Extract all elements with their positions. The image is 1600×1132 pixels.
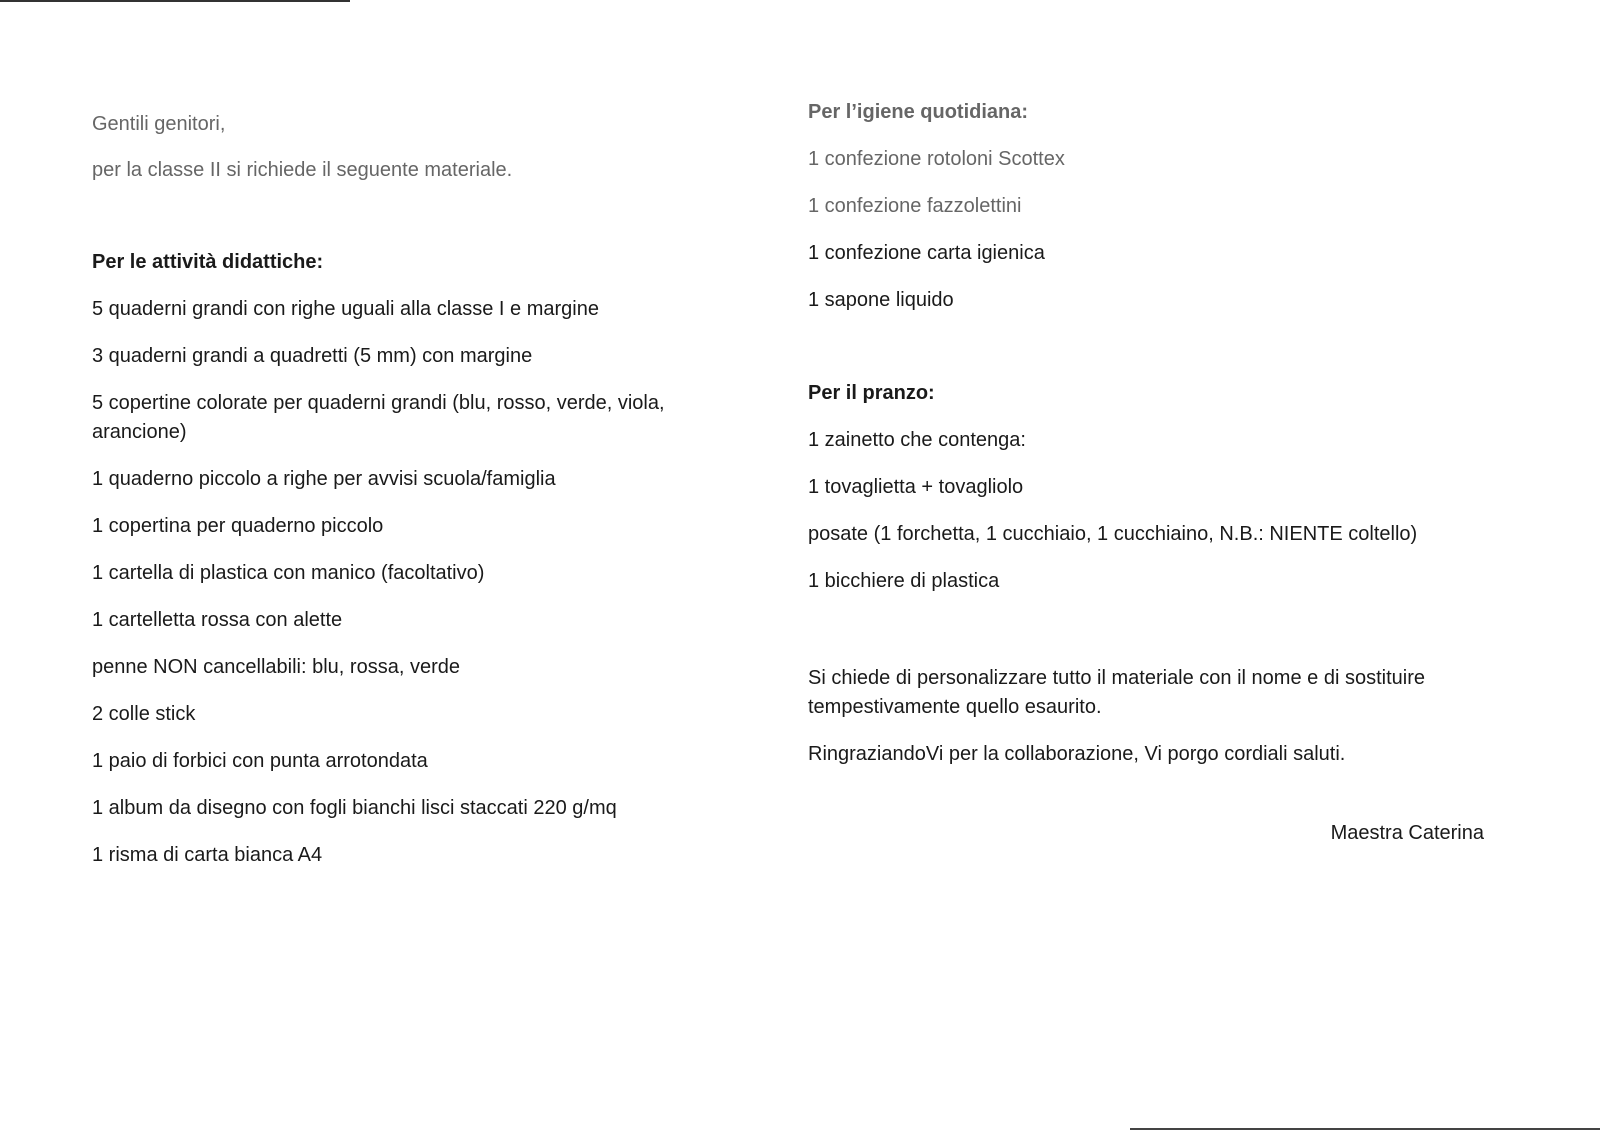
didattiche-item: 1 cartelletta rossa con alette [92, 609, 343, 631]
didattiche-item: 1 copertina per quaderno piccolo [92, 515, 384, 537]
section-spacer [808, 333, 1488, 379]
didattiche-item: penne NON cancellabili: blu, rossa, verde [92, 656, 460, 678]
pranzo-item: 1 zainetto che contenga: [808, 429, 1026, 451]
didattiche-item: 3 quaderni grandi a quadretti (5 mm) con margine [92, 345, 533, 367]
didattiche-item: 1 cartella di plastica con manico (facoltativo) [92, 562, 485, 584]
igiene-item: 1 confezione fazzolettini [808, 195, 1022, 217]
intro-text: per la classe II si richiede il seguente materiale. [92, 159, 513, 181]
scan-edge-bottom [1130, 1128, 1600, 1130]
signature: Maestra Caterina [1330, 822, 1484, 844]
igiene-item: 1 confezione rotoloni Scottex [808, 148, 1065, 170]
pranzo-heading: Per il pranzo: [808, 382, 935, 404]
igiene-item: 1 sapone liquido [808, 289, 954, 311]
pranzo-item: posate (1 forchetta, 1 cucchiaio, 1 cucchiaino, N.B.: NIENTE coltello) [808, 523, 1418, 545]
didattiche-item: 5 copertine colorate per quaderni grandi (blu, rosso, verde, viola, arancione) [92, 392, 665, 443]
didattiche-item: 1 paio di forbici con punta arrotondata [92, 750, 428, 772]
closing-thanks: RingraziandoVi per la collaborazione, Vi porgo cordiali saluti. [808, 743, 1346, 765]
scan-edge-top [0, 0, 350, 2]
closing-request: Si chiede di personalizzare tutto il materiale con il nome e di sostituire tempestivamente quello esaurito. [808, 667, 1425, 718]
left-column [92, 110, 732, 888]
igiene-heading: Per l’igiene quotidiana: [808, 101, 1029, 123]
didattiche-item: 5 quaderni grandi con righe uguali alla classe I e margine [92, 298, 599, 320]
didattiche-item: 1 album da disegno con fogli bianchi lisci staccati 220 g/mq [92, 797, 617, 819]
pranzo-item: 1 bicchiere di plastica [808, 570, 1000, 592]
didattiche-item: 2 colle stick [92, 703, 196, 725]
didattiche-item: 1 risma di carta bianca A4 [92, 844, 323, 866]
right-column [808, 98, 1488, 848]
section-spacer [808, 614, 1488, 664]
pranzo-item: 1 tovaglietta + tovagliolo [808, 476, 1024, 498]
didattiche-heading: Per le attività didattiche: [92, 251, 324, 273]
igiene-item: 1 confezione carta igienica [808, 242, 1045, 264]
didattiche-item: 1 quaderno piccolo a righe per avvisi scuola/famiglia [92, 468, 556, 490]
greeting: Gentili genitori, [92, 113, 226, 135]
